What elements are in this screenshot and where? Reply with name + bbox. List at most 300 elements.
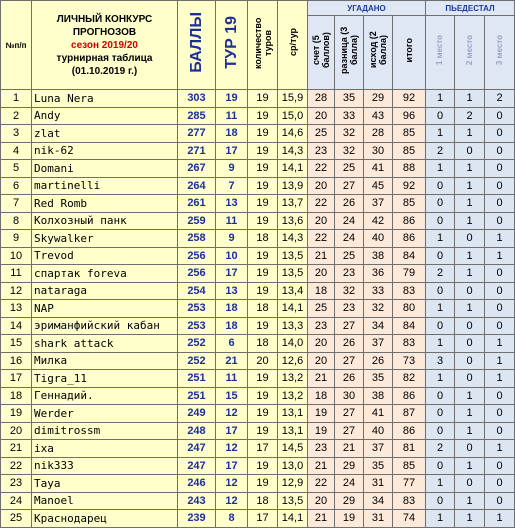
round-points-cell: 9 xyxy=(216,160,248,178)
place2-cell: 1 xyxy=(455,247,485,265)
points-cell: 248 xyxy=(178,422,216,440)
place3-cell: 0 xyxy=(485,195,515,213)
table-row xyxy=(1,352,515,370)
points-cell: 253 xyxy=(178,317,216,335)
points-cell: 249 xyxy=(178,405,216,423)
total-guessed-cell: 96 xyxy=(393,107,426,125)
total-guessed-cell: 77 xyxy=(393,475,426,493)
diff-guessed-cell: 27 xyxy=(335,177,364,195)
table-date: (01.10.2019 г.) xyxy=(71,65,138,77)
place1-cell: 1 xyxy=(426,475,455,493)
outcome-guessed-cell: 34 xyxy=(364,492,393,510)
place3-cell: 0 xyxy=(485,422,515,440)
average-cell: 14,1 xyxy=(278,160,308,178)
place2-cell: 1 xyxy=(455,492,485,510)
score-guessed-cell: 22 xyxy=(308,230,335,248)
place3-cell: 0 xyxy=(485,387,515,405)
total-guessed-cell: 80 xyxy=(393,300,426,318)
diff-guessed-cell: 26 xyxy=(335,195,364,213)
place1-cell: 0 xyxy=(426,457,455,475)
row-number: 19 xyxy=(1,405,32,423)
place1-cell: 2 xyxy=(426,265,455,283)
table-row xyxy=(1,422,515,440)
points-cell: 258 xyxy=(178,230,216,248)
player-name: Red Romb xyxy=(32,195,178,213)
place2-cell: 0 xyxy=(455,317,485,335)
place2-cell: 1 xyxy=(455,125,485,143)
points-cell: 252 xyxy=(178,352,216,370)
points-cell: 261 xyxy=(178,195,216,213)
row-number: 21 xyxy=(1,440,32,458)
table-row xyxy=(1,300,515,318)
score-guessed-cell: 21 xyxy=(308,510,335,528)
tours-count-cell: 19 xyxy=(248,177,278,195)
tours-count-cell: 19 xyxy=(248,195,278,213)
place1-cell: 1 xyxy=(426,160,455,178)
points-cell: 264 xyxy=(178,177,216,195)
diff-guessed-cell: 23 xyxy=(335,265,364,283)
place1-cell: 0 xyxy=(426,492,455,510)
tours-count-cell: 19 xyxy=(248,142,278,160)
table-row xyxy=(1,475,515,493)
total-guessed-cell: 79 xyxy=(393,265,426,283)
place2-cell: 1 xyxy=(455,405,485,423)
average-cell: 14,1 xyxy=(278,300,308,318)
diff-guessed-cell: 27 xyxy=(335,405,364,423)
total-guessed-cell: 82 xyxy=(393,370,426,388)
tours-count-cell: 19 xyxy=(248,317,278,335)
outcome-guessed-cell: 40 xyxy=(364,422,393,440)
total-guessed-cell: 83 xyxy=(393,492,426,510)
diff-header: разница (3 балла) xyxy=(335,16,364,90)
season-label: сезон 2019/20 xyxy=(71,39,138,51)
player-name: Luna Nera xyxy=(32,90,178,108)
average-cell: 15,0 xyxy=(278,107,308,125)
average-cell: 14,3 xyxy=(278,230,308,248)
score-guessed-cell: 20 xyxy=(308,107,335,125)
place1-cell: 1 xyxy=(426,300,455,318)
place2-cell: 1 xyxy=(455,265,485,283)
tours-count-cell: 20 xyxy=(248,352,278,370)
place3-cell: 0 xyxy=(485,107,515,125)
points-cell: 252 xyxy=(178,335,216,353)
points-cell: 256 xyxy=(178,265,216,283)
place3-cell: 1 xyxy=(485,370,515,388)
row-number: 6 xyxy=(1,177,32,195)
row-number: 18 xyxy=(1,387,32,405)
score-guessed-cell: 20 xyxy=(308,492,335,510)
diff-guessed-cell: 27 xyxy=(335,352,364,370)
table-row xyxy=(1,457,515,475)
round-points-cell: 17 xyxy=(216,457,248,475)
outcome-guessed-cell: 43 xyxy=(364,107,393,125)
average-cell: 14,0 xyxy=(278,335,308,353)
outcome-guessed-cell: 31 xyxy=(364,510,393,528)
table-row xyxy=(1,387,515,405)
player-name: Taya xyxy=(32,475,178,493)
average-cell: 13,2 xyxy=(278,370,308,388)
diff-guessed-cell: 30 xyxy=(335,387,364,405)
outcome-guessed-cell: 45 xyxy=(364,177,393,195)
row-number: 7 xyxy=(1,195,32,213)
table-row xyxy=(1,370,515,388)
average-cell: 13,3 xyxy=(278,317,308,335)
points-cell: 251 xyxy=(178,387,216,405)
outcome-guessed-cell: 29 xyxy=(364,90,393,108)
score-guessed-cell: 20 xyxy=(308,335,335,353)
round-points-cell: 19 xyxy=(216,90,248,108)
place2-cell: 1 xyxy=(455,300,485,318)
place2-cell: 0 xyxy=(455,352,485,370)
round-points-cell: 17 xyxy=(216,265,248,283)
place2-cell: 2 xyxy=(455,107,485,125)
place3-cell: 1 xyxy=(485,352,515,370)
total-guessed-cell: 85 xyxy=(393,457,426,475)
round-points-cell: 13 xyxy=(216,282,248,300)
table-row xyxy=(1,247,515,265)
diff-guessed-cell: 25 xyxy=(335,247,364,265)
round-points-cell: 12 xyxy=(216,492,248,510)
tours-count-cell: 18 xyxy=(248,492,278,510)
total-guessed-cell: 84 xyxy=(393,317,426,335)
score-guessed-cell: 20 xyxy=(308,265,335,283)
tours-count-cell: 19 xyxy=(248,405,278,423)
row-number: 11 xyxy=(1,265,32,283)
row-number: 9 xyxy=(1,230,32,248)
round-points-cell: 18 xyxy=(216,125,248,143)
place1-cell: 0 xyxy=(426,107,455,125)
points-header: БАЛЛЫ xyxy=(178,1,216,90)
table-row xyxy=(1,107,515,125)
tours-count-cell: 19 xyxy=(248,125,278,143)
table-row xyxy=(1,195,515,213)
round-points-cell: 12 xyxy=(216,440,248,458)
points-cell: 303 xyxy=(178,90,216,108)
total-guessed-cell: 84 xyxy=(393,247,426,265)
total-guessed-cell: 73 xyxy=(393,352,426,370)
place3-cell: 0 xyxy=(485,265,515,283)
average-cell: 13,0 xyxy=(278,457,308,475)
outcome-guessed-cell: 34 xyxy=(364,317,393,335)
points-cell: 256 xyxy=(178,247,216,265)
average-cell: 13,4 xyxy=(278,282,308,300)
score-guessed-cell: 18 xyxy=(308,282,335,300)
total-header: итого xyxy=(393,16,426,90)
row-number: 3 xyxy=(1,125,32,143)
place2-cell: 1 xyxy=(455,510,485,528)
diff-guessed-cell: 21 xyxy=(335,440,364,458)
average-cell: 13,5 xyxy=(278,265,308,283)
row-number: 23 xyxy=(1,475,32,493)
place2-header: 2 место xyxy=(455,16,485,90)
table-row xyxy=(1,282,515,300)
row-number: 22 xyxy=(1,457,32,475)
round-points-cell: 12 xyxy=(216,405,248,423)
diff-guessed-cell: 32 xyxy=(335,282,364,300)
place2-cell: 1 xyxy=(455,195,485,213)
player-name: nik-62 xyxy=(32,142,178,160)
total-guessed-cell: 88 xyxy=(393,160,426,178)
place3-cell: 1 xyxy=(485,440,515,458)
place1-cell: 1 xyxy=(426,335,455,353)
average-cell: 13,9 xyxy=(278,177,308,195)
place3-cell: 0 xyxy=(485,177,515,195)
outcome-guessed-cell: 28 xyxy=(364,125,393,143)
podium-group-header: ПЬЕДЕСТАЛ xyxy=(426,1,515,16)
average-cell: 13,6 xyxy=(278,212,308,230)
total-guessed-cell: 81 xyxy=(393,440,426,458)
tours-count-cell: 19 xyxy=(248,457,278,475)
outcome-header: исход (2 балла) xyxy=(364,16,393,90)
tours-count-cell: 18 xyxy=(248,300,278,318)
total-guessed-cell: 92 xyxy=(393,90,426,108)
outcome-guessed-cell: 32 xyxy=(364,300,393,318)
total-guessed-cell: 92 xyxy=(393,177,426,195)
total-guessed-cell: 87 xyxy=(393,405,426,423)
average-cell: 14,6 xyxy=(278,125,308,143)
table-row xyxy=(1,212,515,230)
outcome-guessed-cell: 41 xyxy=(364,405,393,423)
table-row xyxy=(1,230,515,248)
place1-cell: 3 xyxy=(426,352,455,370)
place3-cell: 0 xyxy=(485,475,515,493)
place1-cell: 0 xyxy=(426,387,455,405)
player-name: Manoel xyxy=(32,492,178,510)
table-row xyxy=(1,177,515,195)
points-cell: 259 xyxy=(178,212,216,230)
contest-title-block xyxy=(32,1,178,90)
points-cell: 285 xyxy=(178,107,216,125)
points-cell: 253 xyxy=(178,300,216,318)
diff-guessed-cell: 24 xyxy=(335,212,364,230)
tours-count-header: количество туров xyxy=(248,1,278,90)
place2-cell: 1 xyxy=(455,160,485,178)
row-number: 1 xyxy=(1,90,32,108)
row-number: 10 xyxy=(1,247,32,265)
player-name: Domani xyxy=(32,160,178,178)
place2-cell: 1 xyxy=(455,457,485,475)
round-points-cell: 13 xyxy=(216,195,248,213)
total-guessed-cell: 74 xyxy=(393,510,426,528)
table-subtitle: турнирная таблица xyxy=(56,52,153,64)
points-cell: 277 xyxy=(178,125,216,143)
average-cell: 12,6 xyxy=(278,352,308,370)
points-cell: 247 xyxy=(178,440,216,458)
table-row xyxy=(1,317,515,335)
place3-header: 3 место xyxy=(485,16,515,90)
average-header: ср/тур xyxy=(278,1,308,90)
diff-guessed-cell: 24 xyxy=(335,475,364,493)
score-guessed-cell: 19 xyxy=(308,422,335,440)
place3-cell: 1 xyxy=(485,247,515,265)
place1-cell: 0 xyxy=(426,422,455,440)
row-number: 24 xyxy=(1,492,32,510)
row-number: 8 xyxy=(1,212,32,230)
outcome-guessed-cell: 26 xyxy=(364,352,393,370)
row-number: 12 xyxy=(1,282,32,300)
place2-cell: 0 xyxy=(455,230,485,248)
round-points-cell: 6 xyxy=(216,335,248,353)
player-name: Tigra_11 xyxy=(32,370,178,388)
points-cell: 251 xyxy=(178,370,216,388)
place2-cell: 1 xyxy=(455,422,485,440)
place2-cell: 0 xyxy=(455,440,485,458)
round-points-cell: 7 xyxy=(216,177,248,195)
guessed-group-header: УГАДАНО xyxy=(308,1,426,16)
outcome-guessed-cell: 37 xyxy=(364,335,393,353)
tours-count-cell: 19 xyxy=(248,370,278,388)
outcome-guessed-cell: 35 xyxy=(364,457,393,475)
tours-count-cell: 18 xyxy=(248,230,278,248)
average-cell: 13,7 xyxy=(278,195,308,213)
diff-guessed-cell: 24 xyxy=(335,230,364,248)
average-cell: 13,1 xyxy=(278,422,308,440)
player-name: Геннадий. xyxy=(32,387,178,405)
diff-guessed-cell: 27 xyxy=(335,422,364,440)
place1-cell: 1 xyxy=(426,370,455,388)
round-points-cell: 17 xyxy=(216,142,248,160)
points-cell: 246 xyxy=(178,475,216,493)
place3-cell: 1 xyxy=(485,230,515,248)
average-cell: 13,5 xyxy=(278,247,308,265)
score-guessed-cell: 23 xyxy=(308,440,335,458)
place3-cell: 0 xyxy=(485,317,515,335)
place2-cell: 0 xyxy=(455,475,485,493)
place1-cell: 1 xyxy=(426,510,455,528)
place2-cell: 0 xyxy=(455,282,485,300)
table-row xyxy=(1,405,515,423)
tours-count-cell: 18 xyxy=(248,335,278,353)
row-number: 20 xyxy=(1,422,32,440)
score-guessed-cell: 21 xyxy=(308,247,335,265)
row-number: 16 xyxy=(1,352,32,370)
score-guessed-cell: 22 xyxy=(308,195,335,213)
diff-guessed-cell: 35 xyxy=(335,90,364,108)
score-guessed-cell: 19 xyxy=(308,405,335,423)
round-points-cell: 15 xyxy=(216,387,248,405)
score-guessed-cell: 23 xyxy=(308,317,335,335)
total-guessed-cell: 83 xyxy=(393,282,426,300)
place3-cell: 0 xyxy=(485,457,515,475)
tours-count-cell: 19 xyxy=(248,90,278,108)
score-guessed-cell: 25 xyxy=(308,125,335,143)
table-row xyxy=(1,142,515,160)
place3-cell: 0 xyxy=(485,142,515,160)
diff-guessed-cell: 25 xyxy=(335,160,364,178)
player-name: shark attack xyxy=(32,335,178,353)
outcome-guessed-cell: 41 xyxy=(364,160,393,178)
row-number: 5 xyxy=(1,160,32,178)
average-cell: 13,2 xyxy=(278,387,308,405)
average-cell: 13,1 xyxy=(278,405,308,423)
round-points-cell: 11 xyxy=(216,212,248,230)
place2-cell: 1 xyxy=(455,212,485,230)
place3-cell: 0 xyxy=(485,405,515,423)
round-points-cell: 11 xyxy=(216,107,248,125)
score-guessed-cell: 21 xyxy=(308,370,335,388)
tours-count-cell: 19 xyxy=(248,107,278,125)
average-cell: 14,5 xyxy=(278,440,308,458)
diff-guessed-cell: 32 xyxy=(335,125,364,143)
tours-count-cell: 19 xyxy=(248,265,278,283)
points-cell: 239 xyxy=(178,510,216,528)
round-points-cell: 21 xyxy=(216,352,248,370)
row-number: 13 xyxy=(1,300,32,318)
place2-cell: 1 xyxy=(455,387,485,405)
player-name: nik333 xyxy=(32,457,178,475)
player-name: спартак foreva xyxy=(32,265,178,283)
outcome-guessed-cell: 42 xyxy=(364,212,393,230)
round-points-cell: 18 xyxy=(216,317,248,335)
round-points-cell: 10 xyxy=(216,247,248,265)
tours-count-cell: 19 xyxy=(248,475,278,493)
table-row xyxy=(1,125,515,143)
total-guessed-cell: 86 xyxy=(393,387,426,405)
row-number: 14 xyxy=(1,317,32,335)
place1-cell: 0 xyxy=(426,405,455,423)
tours-count-cell: 19 xyxy=(248,160,278,178)
place1-cell: 1 xyxy=(426,125,455,143)
place1-cell: 0 xyxy=(426,317,455,335)
total-guessed-cell: 83 xyxy=(393,335,426,353)
score-guessed-cell: 20 xyxy=(308,352,335,370)
place3-cell: 0 xyxy=(485,492,515,510)
player-name: ixa xyxy=(32,440,178,458)
player-name: Колхозный панк xyxy=(32,212,178,230)
tours-count-cell: 19 xyxy=(248,387,278,405)
round-header: ТУР 19 xyxy=(216,1,248,90)
outcome-guessed-cell: 37 xyxy=(364,440,393,458)
diff-guessed-cell: 19 xyxy=(335,510,364,528)
diff-guessed-cell: 29 xyxy=(335,492,364,510)
average-cell: 14,3 xyxy=(278,142,308,160)
place1-cell: 1 xyxy=(426,90,455,108)
total-guessed-cell: 85 xyxy=(393,125,426,143)
round-points-cell: 17 xyxy=(216,422,248,440)
points-cell: 267 xyxy=(178,160,216,178)
place1-cell: 1 xyxy=(426,230,455,248)
outcome-guessed-cell: 37 xyxy=(364,195,393,213)
tours-count-cell: 19 xyxy=(248,247,278,265)
tours-count-cell: 19 xyxy=(248,282,278,300)
place1-cell: 0 xyxy=(426,282,455,300)
player-name: nataraga xyxy=(32,282,178,300)
tours-count-cell: 17 xyxy=(248,440,278,458)
average-cell: 13,5 xyxy=(278,492,308,510)
row-number: 2 xyxy=(1,107,32,125)
points-cell: 247 xyxy=(178,457,216,475)
points-cell: 254 xyxy=(178,282,216,300)
total-guessed-cell: 85 xyxy=(393,195,426,213)
place3-cell: 0 xyxy=(485,212,515,230)
diff-guessed-cell: 29 xyxy=(335,457,364,475)
score-guessed-cell: 25 xyxy=(308,300,335,318)
player-name: Werder xyxy=(32,405,178,423)
place2-cell: 0 xyxy=(455,142,485,160)
round-points-cell: 18 xyxy=(216,300,248,318)
score-header: счет (5 баллов) xyxy=(308,16,335,90)
total-guessed-cell: 85 xyxy=(393,142,426,160)
place3-cell: 1 xyxy=(485,510,515,528)
outcome-guessed-cell: 33 xyxy=(364,282,393,300)
player-name: NAP xyxy=(32,300,178,318)
table-row xyxy=(1,265,515,283)
score-guessed-cell: 20 xyxy=(308,212,335,230)
table-row xyxy=(1,335,515,353)
player-name: martinelli xyxy=(32,177,178,195)
diff-guessed-cell: 26 xyxy=(335,370,364,388)
table-row xyxy=(1,90,515,108)
